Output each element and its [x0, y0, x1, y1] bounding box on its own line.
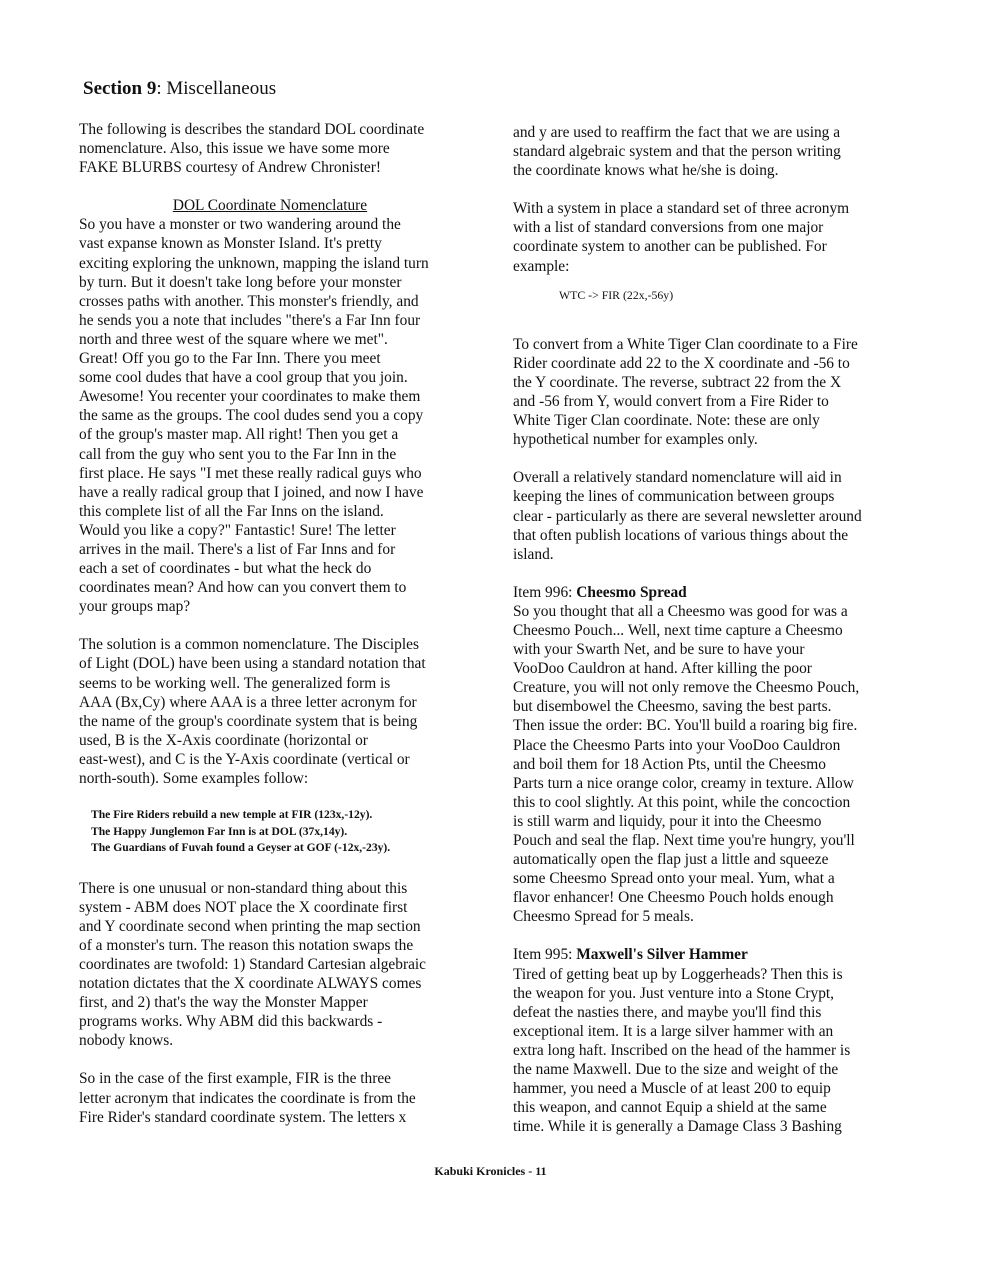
text-line: notation dictates that the X coordinate ALWAYS comes — [79, 975, 422, 993]
text-line: keeping the lines of communication between groups — [513, 488, 835, 506]
text-line: exceptional item. It is a large silver hammer with an — [513, 1022, 834, 1040]
overall-paragraph — [513, 468, 913, 563]
text-line: of Light (DOL) have been using a standard notation that — [79, 655, 426, 673]
continued-paragraph — [513, 123, 913, 180]
text-line: first, and 2) that's the way the Monster Mapper — [79, 994, 368, 1012]
text-line: the name of the group's coordinate system that is being — [79, 712, 418, 730]
item-996-heading — [513, 583, 913, 602]
text-line: hypothetical number for examples only. — [513, 431, 758, 449]
text-line: The following is describes the standard DOL coordinate — [79, 121, 425, 138]
text-line: defeat the nasties there, and maybe you'll find this — [513, 1003, 822, 1021]
section-name: : Miscellaneous — [156, 78, 277, 99]
text-line: and Y coordinate second when printing the map section — [79, 917, 421, 935]
text-line: Pouch and seal the flap. Next time you're hungry, you'll — [513, 832, 855, 849]
text-line: and -56 from Y, would convert from a Fire Rider to — [513, 393, 829, 411]
text-line: Fire Rider's standard coordinate system. The letters x — [79, 1108, 407, 1126]
text-line: coordinate system to another can be published. For — [513, 238, 827, 256]
text-line: Cheesmo Spread for 5 meals. — [513, 908, 694, 926]
item-995-heading — [513, 945, 913, 964]
text-line: example: — [513, 257, 570, 275]
section-label: Section 9 — [83, 78, 157, 99]
text-line: Parts turn a nice orange color, creamy in texture. Allow — [513, 774, 854, 792]
text-line: and boil them for 18 Action Pts, until the Cheesmo — [513, 755, 826, 773]
item-995 — [513, 945, 913, 1136]
text-line: this complete list of all the Far Inns on the island. — [79, 502, 384, 520]
text-line: Tired of getting beat up by Loggerheads? Then this is — [513, 965, 843, 983]
text-line: this weapon, and cannot Equip a shield at the same — [513, 1099, 827, 1117]
text-line: with a list of standard conversions from one major — [513, 219, 824, 237]
text-line: exciting exploring the unknown, mapping the island turn — [79, 254, 429, 272]
text-line: The Happy Junglemon Far Inn is at DOL (37x,14y). — [91, 824, 348, 838]
text-line: the Y coordinate. The reverse, subtract 22 from the X — [513, 373, 842, 391]
convert-paragraph — [513, 335, 913, 450]
item-996-body — [513, 602, 913, 927]
text-line: flavor enhancer! One Cheesmo Pouch holds enough — [513, 889, 834, 907]
text-line: of a monster's turn. The reason this notation swaps the — [79, 936, 414, 954]
text-line: hammer, you need a Muscle of at least 200 to equip — [513, 1080, 831, 1098]
text-line: nomenclature. Also, this issue we have some more — [79, 140, 390, 158]
text-line: The Fire Riders rebuild a new temple at FIR (123x,-12y). — [91, 808, 373, 822]
text-line: but disembowel the Cheesmo, saving the best parts. — [513, 698, 832, 716]
text-line: Cheesmo Pouch... Well, next time capture a Cheesmo — [513, 621, 843, 639]
text-line: east-west), and C is the Y-Axis coordinate (vertical or — [79, 750, 410, 768]
text-line: the name Maxwell. Due to the size and weight of the — [513, 1061, 839, 1079]
text-line: have a really radical group that I joined, and now I have — [79, 483, 424, 501]
text-line: The Guardians of Fuvah found a Geyser at GOF (-12x,-23y). — [91, 841, 391, 855]
text-line: Then issue the order: BC. You'll build a roaring big fire. — [513, 717, 858, 735]
item-995-body — [513, 965, 913, 1137]
text-line: standard algebraic system and that the person writing — [513, 143, 841, 161]
text-line: coordinates mean? And how can you convert them to — [79, 579, 407, 597]
text-line: that often publish locations of various things about the — [513, 526, 849, 544]
examples-list — [91, 807, 479, 857]
text-line: some Cheesmo Spread onto your meal. Yum, what a — [513, 870, 835, 888]
text-line: With a system in place a standard set of three acronym — [513, 200, 850, 218]
text-line: time. While it is generally a Damage Class 3 Bashing — [513, 1118, 842, 1136]
text-line: Rider coordinate add 22 to the X coordinate and -56 to — [513, 354, 850, 372]
text-line: So you have a monster or two wandering around the — [79, 216, 401, 234]
text-line: There is one unusual or non-standard thing about this — [79, 879, 408, 897]
text-line: first place. He says "I met these really radical guys who — [79, 464, 422, 482]
text-line: some cool dudes that have a cool group that you join. — [79, 369, 408, 387]
text-line: Overall a relatively standard nomenclature will aid in — [513, 469, 842, 487]
text-line: the coordinate knows what he/she is doing. — [513, 162, 779, 180]
system-paragraph — [513, 199, 913, 275]
text-line: and y are used to reaffirm the fact that we are using a — [513, 124, 841, 141]
text-line: system - ABM does NOT place the X coordinate first — [79, 898, 408, 916]
text-line: Awesome! You recenter your coordinates to make them — [79, 388, 421, 406]
text-line: vast expanse known as Monster Island. It's pretty — [79, 235, 382, 253]
left-column — [79, 120, 479, 1146]
text-line: Would you like a copy?" Fantastic! Sure! The letter — [79, 521, 396, 539]
text-line: seems to be working well. The generalized form is — [79, 674, 391, 692]
text-line: So in the case of the first example, FIR is the three — [79, 1070, 392, 1088]
text-line: extra long haft. Inscribed on the head of the hammer is — [513, 1041, 851, 1059]
text-line: your groups map? — [79, 598, 191, 616]
text-line: programs works. Why ABM did this backwards - — [79, 1013, 383, 1031]
unusual-paragraph — [79, 879, 479, 1051]
text-line: he sends you a note that includes "there's a Far Inn four — [79, 311, 421, 329]
text-line: arrives in the mail. There's a list of Far Inns and for — [79, 540, 396, 558]
text-line: To convert from a White Tiger Clan coordinate to a Fire — [513, 335, 858, 353]
case-paragraph — [79, 1069, 479, 1126]
story-paragraph — [79, 215, 479, 616]
text-line: is still warm and liquidy, pour it into the Cheesmo — [513, 812, 822, 830]
text-line: letter acronym that indicates the coordinate is from the — [79, 1089, 416, 1107]
text-line: clear - particularly as there are several newsletter around — [513, 507, 862, 525]
text-line: Place the Cheesmo Parts into your VooDoo Cauldron — [513, 736, 841, 754]
text-line: nobody knows. — [79, 1032, 174, 1050]
solution-paragraph — [79, 635, 479, 788]
text-line: Great! Off you go to the Far Inn. There you meet — [79, 350, 381, 368]
text-line: the weapon for you. Just venture into a Stone Crypt, — [513, 984, 835, 1002]
text-line: north and three west of the square where we met". — [79, 330, 388, 348]
text-line: automatically open the flap just a little and squeeze — [513, 851, 829, 869]
text-line: the same as the groups. The cool dudes send you a copy — [79, 407, 424, 425]
item-995-name: Maxwell's Silver Hammer — [576, 946, 748, 964]
item-996-prefix: Item 996: — [513, 583, 577, 601]
text-line: crosses paths with another. This monster's friendly, and — [79, 292, 419, 310]
text-line: FAKE BLURBS courtesy of Andrew Chronister! — [79, 159, 381, 177]
text-line: VooDoo Cauldron at hand. After killing the poor — [513, 660, 812, 678]
text-line: this to cool slightly. At this point, while the concoction — [513, 793, 851, 811]
conversion-example: WTC -> FIR (22x,-56y) — [559, 287, 674, 302]
text-line: Creature, you will not only remove the Cheesmo Pouch, — [513, 679, 860, 697]
nomenclature-section — [79, 196, 479, 616]
intro-paragraph — [79, 120, 479, 177]
text-line: of the group's master map. All right! Then you get a — [79, 426, 399, 444]
page-footer: Kabuki Kronicles - 11 — [434, 1164, 547, 1178]
text-line: coordinates are twofold: 1) Standard Cartesian algebraic — [79, 955, 427, 973]
text-line: by turn. But it doesn't take long before your monster — [79, 273, 402, 291]
text-line: with your Swarth Net, and be sure to have your — [513, 641, 805, 659]
text-line: White Tiger Clan coordinate. Note: these are only — [513, 412, 820, 430]
right-column — [513, 123, 913, 1155]
text-line: So you thought that all a Cheesmo was good for was a — [513, 602, 848, 620]
item-996-name: Cheesmo Spread — [576, 583, 687, 601]
text-line: island. — [513, 545, 554, 563]
text-line: north-south). Some examples follow: — [79, 770, 309, 787]
nomenclature-heading: DOL Coordinate Nomenclature — [172, 197, 368, 215]
text-line: used, B is the X-Axis coordinate (horizontal or — [79, 731, 368, 749]
text-line: each a set of coordinates - but what the heck do — [79, 560, 372, 578]
section-title — [83, 78, 276, 100]
item-995-prefix: Item 995: — [513, 946, 577, 964]
text-line: The solution is a common nomenclature. The Disciples — [79, 636, 419, 654]
text-line: AAA (Bx,Cy) where AAA is a three letter acronym for — [79, 693, 417, 711]
item-996 — [513, 583, 913, 927]
text-line: call from the guy who sent you to the Far Inn in the — [79, 445, 397, 463]
